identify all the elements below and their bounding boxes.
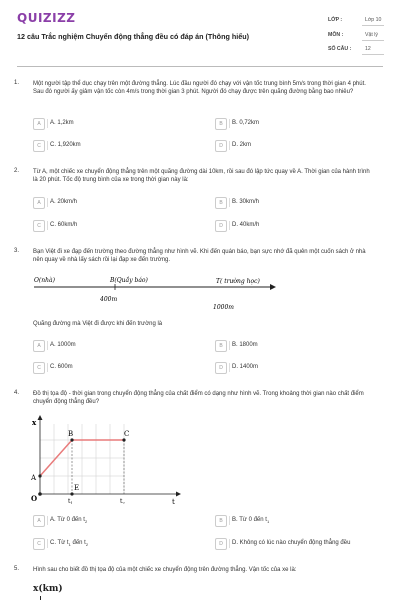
option-key: B bbox=[215, 118, 227, 130]
option-key: C bbox=[33, 538, 45, 550]
option-text: B. 30km/h bbox=[232, 199, 260, 205]
option-text: A. 1,2km bbox=[50, 120, 74, 126]
option-key: A bbox=[33, 515, 45, 527]
count-value: 12 bbox=[365, 46, 371, 52]
divider bbox=[362, 54, 384, 55]
x-axis-label: x bbox=[32, 418, 37, 427]
point-t-label: T( trường học) bbox=[216, 278, 260, 285]
point-a-label: A bbox=[31, 474, 37, 482]
option-text: C. 600m bbox=[50, 364, 73, 370]
origin-point bbox=[38, 492, 42, 496]
position-time-graph bbox=[28, 412, 188, 504]
point-c-label: C bbox=[124, 430, 130, 438]
option-text: A. Từ 0 đến $t_2$ bbox=[50, 517, 88, 525]
option-text: D. 2km bbox=[232, 142, 252, 148]
option-key: C bbox=[33, 220, 45, 232]
option-text: C. 60km/h bbox=[50, 222, 78, 228]
t-axis-label: t bbox=[172, 498, 175, 504]
option-key: D bbox=[215, 220, 227, 232]
option-text: C. 1,920km bbox=[50, 142, 81, 148]
option-text: C. Từ $t_1$ đến $t_2$ bbox=[50, 540, 89, 548]
arrow-right-icon bbox=[176, 492, 181, 497]
option-key: C bbox=[33, 362, 45, 374]
grid bbox=[40, 424, 124, 494]
arrow-head-icon bbox=[270, 284, 276, 290]
distance-ot: 1000m bbox=[213, 304, 234, 311]
header-divider bbox=[17, 66, 383, 67]
option-key: B bbox=[215, 515, 227, 527]
question-text: Đồ thị tọa độ - thời gian trong chuyển động thẳng của chất điểm có dạng như hình vẽ. Trong khoảng thời gian nào chất điểm chuyển động thẳng đều? bbox=[33, 391, 364, 405]
question-number: 4. bbox=[14, 390, 20, 396]
t2-label: $t_2$ bbox=[120, 498, 125, 504]
page-title: 12 câu Trắc nghiệm Chuyển động thẳng đều có đáp án (Thông hiểu) bbox=[17, 32, 250, 41]
point-b-label: B bbox=[68, 430, 74, 438]
option-key: A bbox=[33, 340, 45, 352]
option-key: D bbox=[215, 538, 227, 550]
option-key: B bbox=[215, 340, 227, 352]
t1-label: $t_1$ bbox=[68, 498, 73, 504]
question-number: 3. bbox=[14, 248, 20, 254]
option-key: D bbox=[215, 362, 227, 374]
option-key: A bbox=[33, 118, 45, 130]
divider bbox=[362, 25, 384, 26]
option-text: A. 20km/h bbox=[50, 199, 78, 205]
point-o-label: O(nhà) bbox=[34, 277, 55, 284]
page-header bbox=[0, 0, 400, 62]
route-figure bbox=[30, 270, 280, 314]
distance-ob: 400m bbox=[100, 296, 118, 303]
question-subtext: Quãng đường mà Việt đi được khi đến trường là bbox=[33, 321, 163, 327]
option-text: B. 0,72km bbox=[232, 120, 260, 126]
question-number: 5. bbox=[14, 566, 20, 572]
arrow-up-icon bbox=[38, 415, 43, 420]
point-a bbox=[38, 474, 41, 477]
question-number: 1. bbox=[14, 80, 20, 86]
subject-value: Vật lý bbox=[365, 32, 378, 38]
point-b bbox=[70, 438, 73, 441]
point-e-label: E bbox=[74, 484, 80, 492]
option-key: B bbox=[215, 197, 227, 209]
point-c bbox=[122, 438, 125, 441]
count-label: SỐ CÂU : bbox=[328, 46, 352, 52]
option-text: B. Từ 0 đến $t_1$ bbox=[232, 517, 270, 525]
question-number: 2. bbox=[14, 168, 20, 174]
question-text: Một người tập thể dục chạy trên một đường thẳng. Lúc đầu người đó chạy với vận tốc trung bình 5m/s trong thời gian 4 phút. Sau đó người ấy giảm vận tốc còn 4m/s trong thời gian 3 phút. Người đó chạy được trên quãng đường bằng bao nhiêu? bbox=[33, 81, 366, 95]
question-text: Từ A, một chiếc xe chuyển động thẳng trên một quãng đường dài 10km, rồi sau đó lập tức quay về A. Thời gian của hành trình là 20 phút. Tốc độ trung bình của xe trong thời gian này là: bbox=[33, 169, 370, 183]
option-key: D bbox=[215, 140, 227, 152]
option-key: A bbox=[33, 197, 45, 209]
class-label: LỚP : bbox=[328, 17, 343, 23]
divider bbox=[362, 40, 384, 41]
y-axis bbox=[40, 596, 41, 600]
subject-label: MÔN : bbox=[328, 32, 344, 38]
origin-label: O bbox=[31, 494, 38, 503]
graph-y-label: x(km) bbox=[33, 584, 63, 594]
option-text: A. 1000m bbox=[50, 342, 76, 348]
question-text: Hình sau cho biết đồ thị tọa độ của một chiếc xe chuyển động trên đường thẳng. Vận tốc của xe là: bbox=[33, 567, 297, 573]
option-text: B. 1800m bbox=[232, 342, 258, 348]
point-e bbox=[70, 492, 73, 495]
class-value: Lớp 10 bbox=[365, 17, 382, 23]
question-text: Bạn Việt đi xe đạp đến trường theo đường thẳng như hình vẽ. Khi đến quán báo, bạn sực nhớ đã quên một cuốn sách ở nhà nên quay về nhà lấy sách rồi lại đạp xe đến trường. bbox=[33, 249, 366, 263]
quizizz-logo: QUIZIZZ bbox=[17, 11, 76, 25]
option-text: D. 40km/h bbox=[232, 222, 260, 228]
option-key: C bbox=[33, 140, 45, 152]
option-text: D. Không có lúc nào chuyển động thẳng đều bbox=[232, 540, 351, 546]
point-b-label: B(Quầy báo) bbox=[110, 277, 148, 284]
option-text: D. 1400m bbox=[232, 364, 259, 370]
